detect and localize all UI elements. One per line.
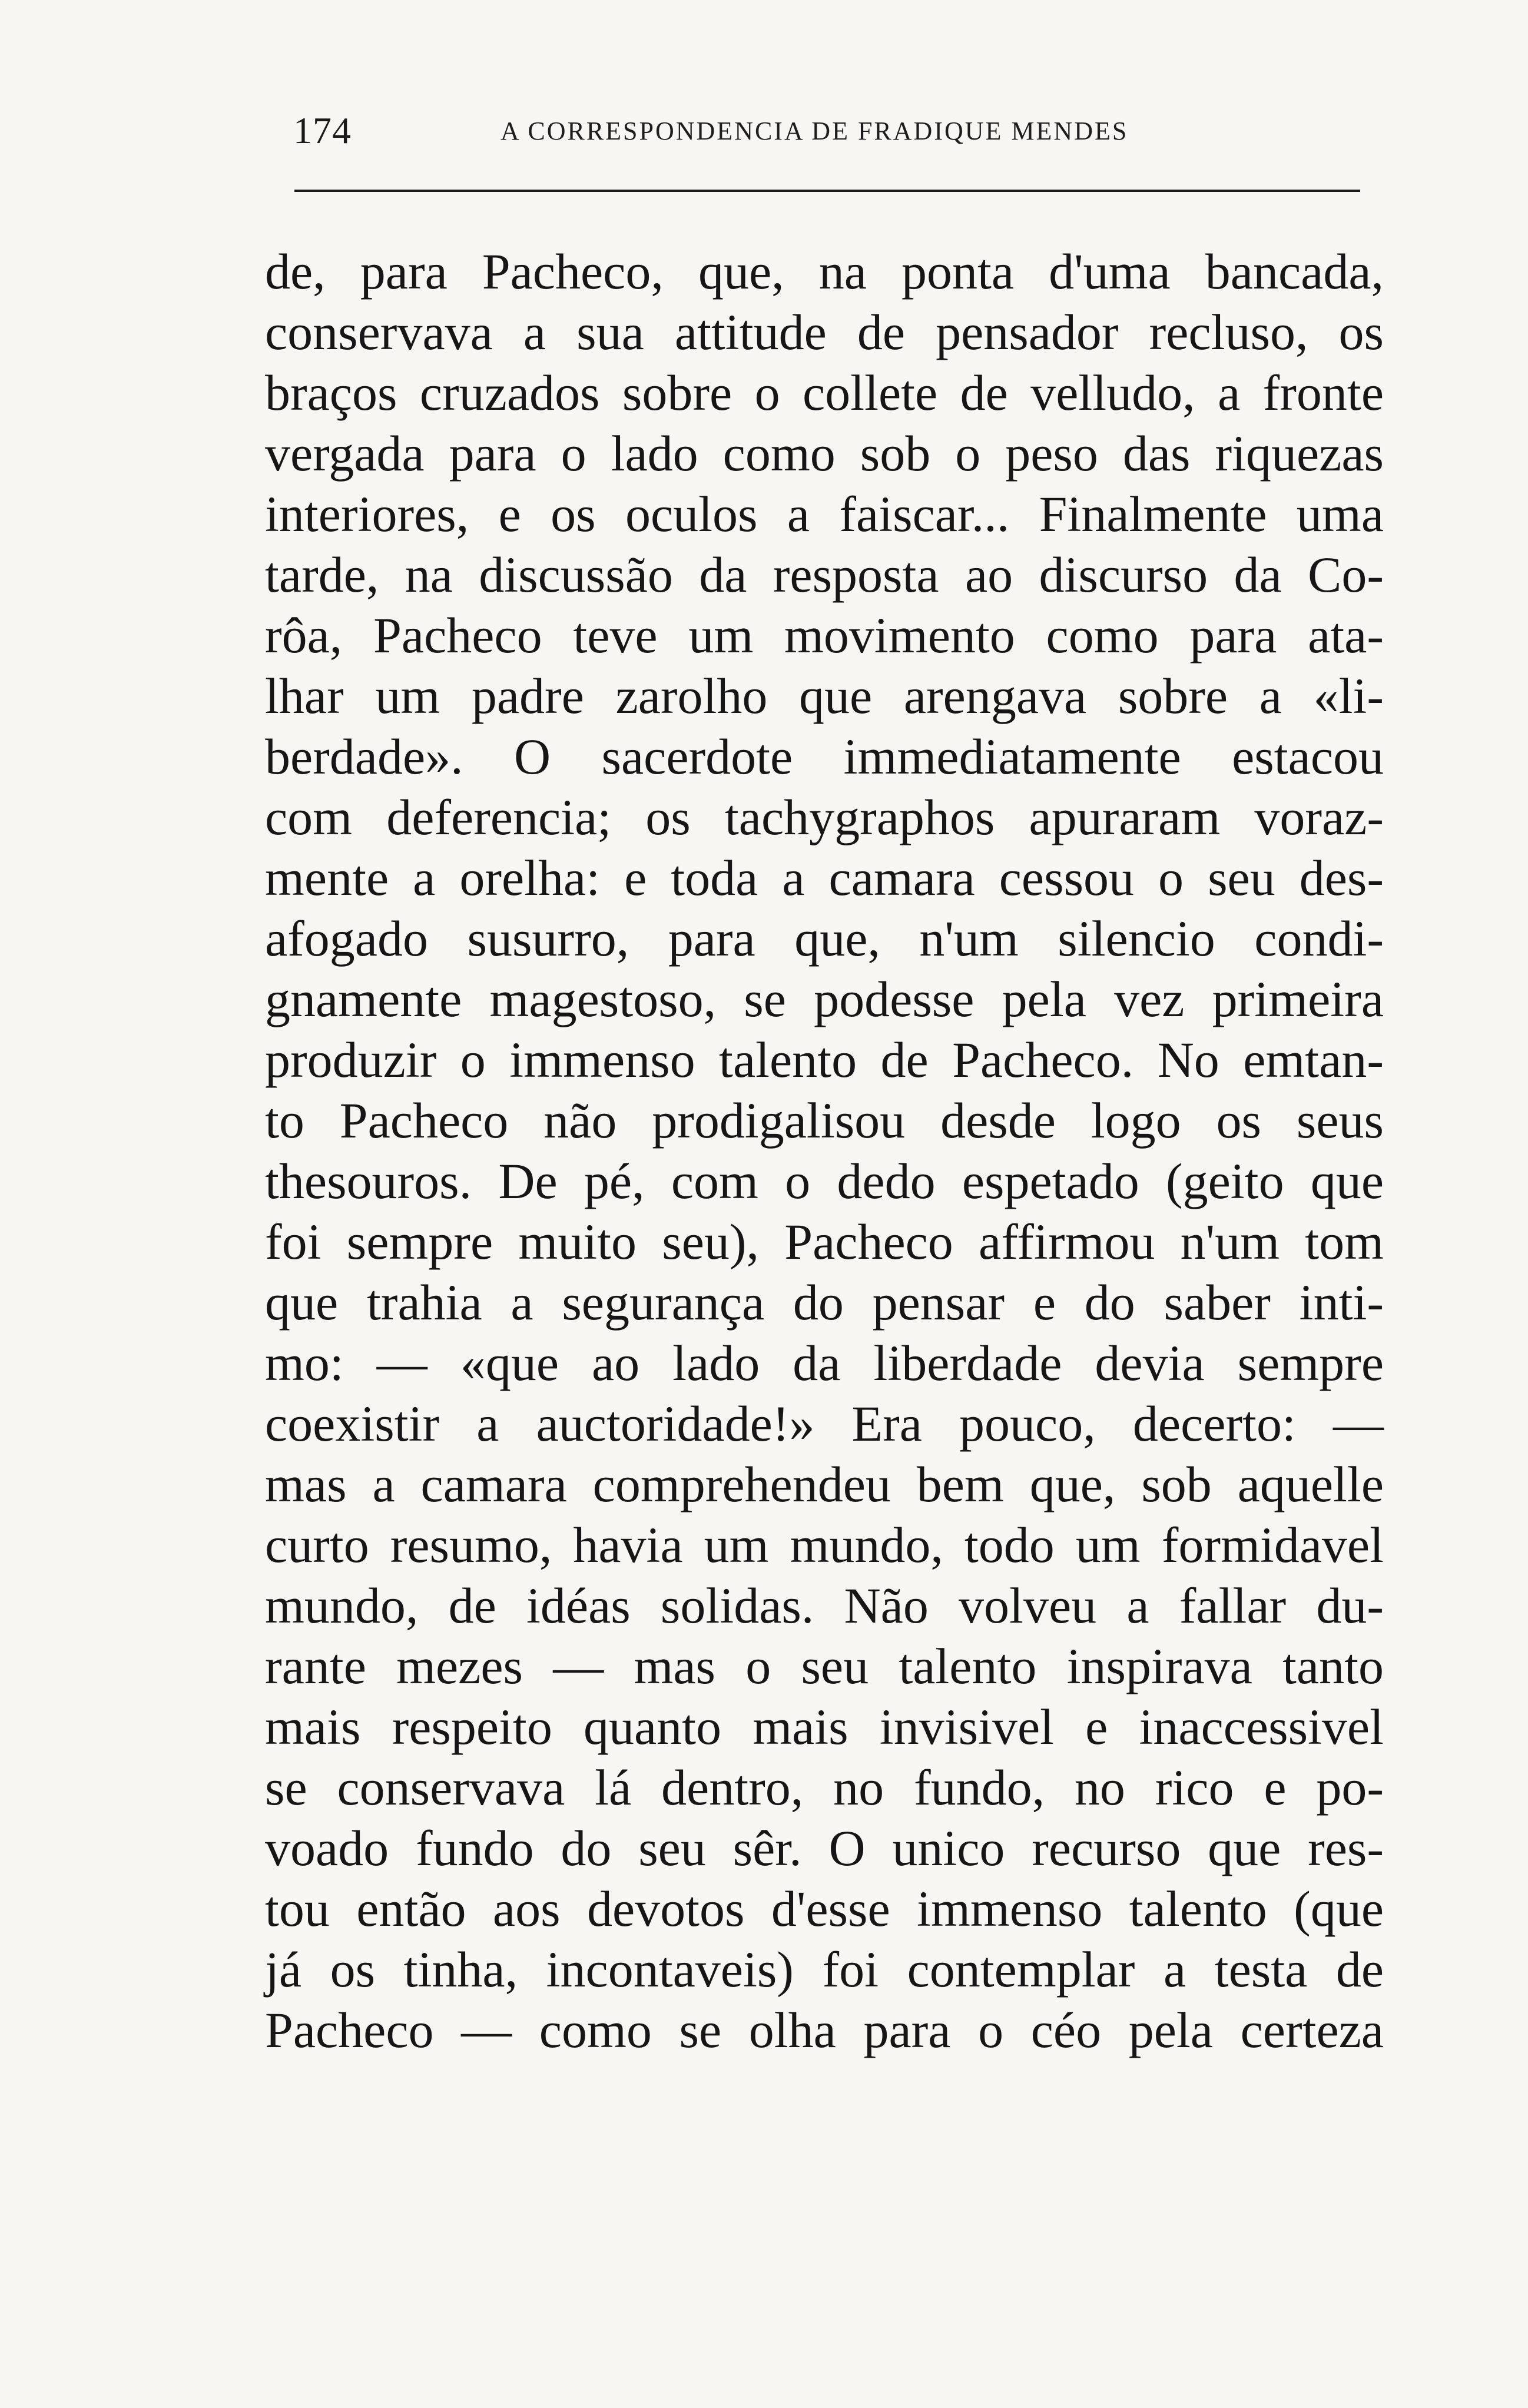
text-line: já os tinha, incontaveis) foi contemplar a testa de [265, 1941, 1384, 1998]
text-line: curto resumo, havia um mundo, todo um formidavel [265, 1517, 1384, 1573]
text-line: se conservava lá dentro, no fundo, no rico e po- [265, 1759, 1384, 1816]
text-line: rôa, Pacheco teve um movimento como para ata- [265, 607, 1384, 664]
text-line: gnamente magestoso, se podesse pela vez primeira [265, 971, 1384, 1027]
text-line: interiores, e os oculos a faiscar... Finalmente uma [265, 486, 1384, 542]
text-line: com deferencia; os tachygraphos apuraram voraz- [265, 789, 1384, 845]
text-line: mas a camara comprehendeu bem que, sob aquelle [265, 1456, 1384, 1513]
text-line: to Pacheco não prodigalisou desde logo os seus [265, 1092, 1384, 1149]
text-line: thesouros. De pé, com o dedo espetado (geito que [265, 1153, 1384, 1209]
text-line: vergada para o lado como sob o peso das riquezas [265, 425, 1384, 482]
text-line: mente a orelha: e toda a camara cessou o seu des- [265, 850, 1384, 906]
text-line: conservava a sua attitude de pensador recluso, os [265, 304, 1384, 360]
text-line: coexistir a auctoridade!» Era pouco, decerto: — [265, 1395, 1384, 1452]
header-rule [294, 190, 1360, 192]
text-line: de, para Pacheco, que, na ponta d'uma bancada, [265, 243, 1384, 300]
text-line: braços cruzados sobre o collete de velludo, a fronte [265, 364, 1384, 421]
text-line: mais respeito quanto mais invisivel e inaccessivel [265, 1699, 1384, 1755]
text-line: tou então aos devotos d'esse immenso talento (que [265, 1880, 1384, 1937]
text-line: lhar um padre zarolho que arengava sobre a «li- [265, 668, 1384, 724]
text-line: rante mezes — mas o seu talento inspirava tanto [265, 1638, 1384, 1694]
text-line: mundo, de idéas solidas. Não volveu a fallar du- [265, 1577, 1384, 1634]
text-line: produzir o immenso talento de Pacheco. No emtan- [265, 1031, 1384, 1088]
text-line: afogado susurro, para que, n'um silencio condi- [265, 910, 1384, 967]
text-line: voado fundo do seu sêr. O unico recurso que res- [265, 1820, 1384, 1876]
text-line: tarde, na discussão da resposta ao discurso da Co- [265, 546, 1384, 603]
body-text [265, 241, 1384, 2061]
text-line: foi sempre muito seu), Pacheco affirmou n'um tom [265, 1213, 1384, 1270]
text-line: mo: — «que ao lado da liberdade devia sempre [265, 1335, 1384, 1391]
text-line: berdade». O sacerdote immediatamente estacou [265, 728, 1384, 785]
running-title: A CORRESPONDENCIA DE FRADIQUE MENDES [501, 117, 1129, 145]
page-header [289, 103, 1372, 168]
text-line: que trahia a segurança do pensar e do saber inti- [265, 1274, 1384, 1331]
page-number: 174 [293, 110, 352, 151]
text-line: Pacheco — como se olha para o céo pela certeza [265, 2002, 1384, 2058]
